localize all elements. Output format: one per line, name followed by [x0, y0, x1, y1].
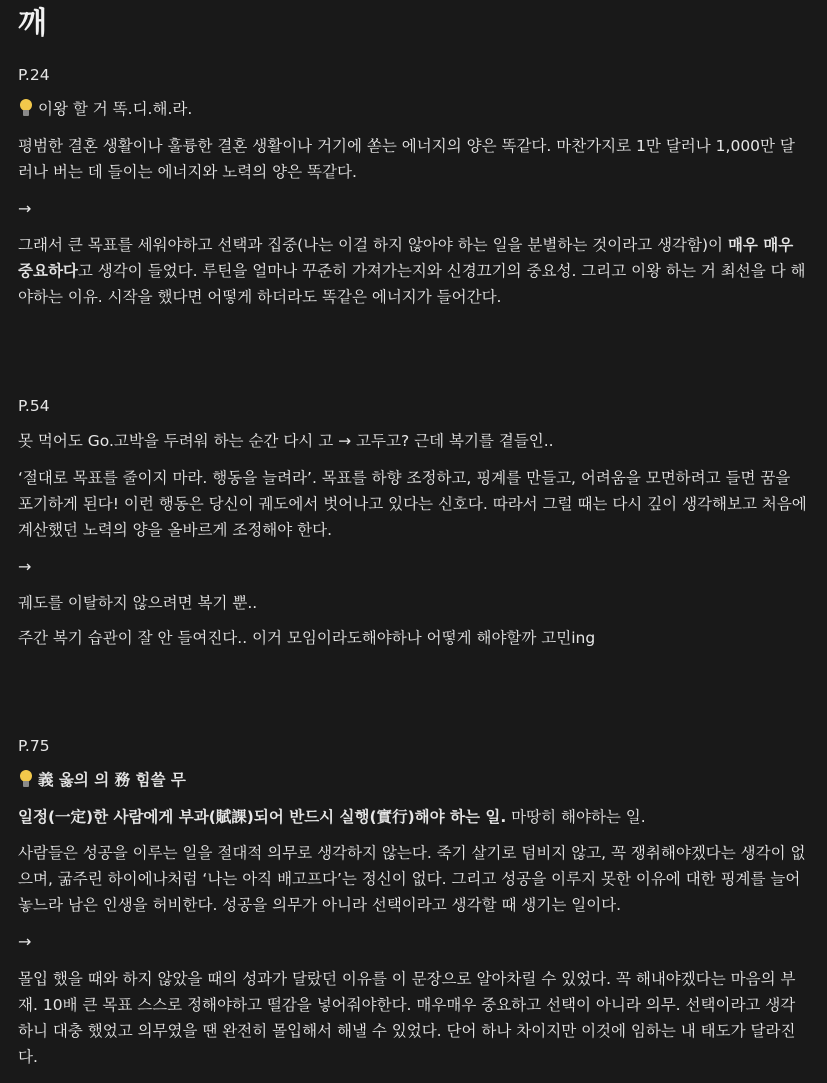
lightbulb-icon [18, 99, 34, 117]
reflection-emphasis: 매우 매우 중요하다 [18, 236, 794, 280]
section-heading [18, 767, 809, 793]
page-title: 깨 [18, 6, 47, 41]
arrow-icon: → [18, 557, 32, 576]
page-number: P.24 [18, 66, 50, 84]
reflection-text: 그래서 큰 목표를 세워야하고 선택과 집중(나는 이걸 하지 않아야 하는 일을 분별하는 것이라고 생각함)이 [18, 236, 728, 254]
reflection-paragraph [18, 232, 809, 310]
note-line: 못 먹어도 Go.고박을 두려워 하는 순간 다시 고 → 고두고? 근데 복기를 곁들인.. [18, 432, 554, 450]
quote-paragraph: 사람들은 성공을 이루는 일을 절대적 의무로 생각하지 않는다. 죽기 살기로 덤비지 않고, 꼭 쟁취해야겠다는 생각이 없으며, 굶주린 하이에나처럼 ‘나는 아직 배고프다’는 정신이 없다. 그리고 성공을 이루지 못한 이유에 대한 핑계를 늘어놓느라 남은 인생을 허비한다. 성공을 의무가 아니라 선택이라고 생각할 때 생기는 일이다. [18, 844, 806, 914]
definition-line [18, 804, 809, 830]
page-number: P.75 [18, 737, 50, 755]
section-heading [18, 96, 809, 122]
definition-text: 마땅히 해야하는 일. [506, 808, 646, 826]
quote-paragraph: 평범한 결혼 생활이나 훌륭한 결혼 생활이나 거기에 쏟는 에너지의 양은 똑같다. 마찬가지로 1만 달러나 1,000만 달러나 버는 데 들이는 에너지와 노력의 양은 똑같다. [18, 137, 795, 181]
heading-text: 義 옳의 의 務 힘쓸 무 [38, 771, 186, 789]
definition-emphasis: 일정(一定)한 사람에게 부과(賦課)되어 반드시 실행(實行)해야 하는 일. [18, 808, 507, 826]
reflection-text: 고 생각이 들었다. 루틴을 얼마나 꾸준히 가져가는지와 신경끄기의 중요성. 그리고 이왕 하는 거 최선을 다 해야하는 이유. 시작을 했다면 어떻게 하더라도 똑같은 에너지가 들어간다. [18, 262, 806, 306]
arrow-icon: → [18, 199, 32, 218]
arrow-icon: → [18, 932, 32, 951]
note-line: 주간 복기 습관이 잘 안 들여진다.. 이거 모임이라도해야하나 어떻게 해야할까 고민ing [18, 629, 596, 647]
note-line: 궤도를 이탈하지 않으려면 복기 뿐.. [18, 594, 258, 612]
reflection-paragraph: 몰입 했을 때와 하지 않았을 때의 성과가 달랐던 이유를 이 문장으로 알아차릴 수 있었다. 꼭 해내야겠다는 마음의 부재. 10배 큰 목표 스스로 정해야하고 떨감을 넣어줘야한다. 매우매우 중요하고 선택이 아니라 의무. 선택이라고 생각하니 대충 했었고 의무였을 땐 완전히 몰입해서 해낼 수 있었다. 단어 하나 차이지만 이것에 임하는 내 태도가 달라진다. [18, 970, 796, 1066]
quote-paragraph: ‘절대로 목표를 줄이지 마라. 행동을 늘려라’. 목표를 하향 조정하고, 핑계를 만들고, 어려움을 모면하려고 들면 꿈을 포기하게 된다! 이런 행동은 당신이 궤도에서 벗어나고 있다는 신호다. 따라서 그럴 때는 다시 깊이 생각해보고 처음에 계산했던 노력의 양을 올바르게 조정해야 한다. [18, 469, 807, 539]
heading-text: 이왕 할 거 똑.디.해.라. [38, 100, 193, 118]
page-number: P.54 [18, 397, 50, 415]
lightbulb-icon [18, 770, 34, 788]
